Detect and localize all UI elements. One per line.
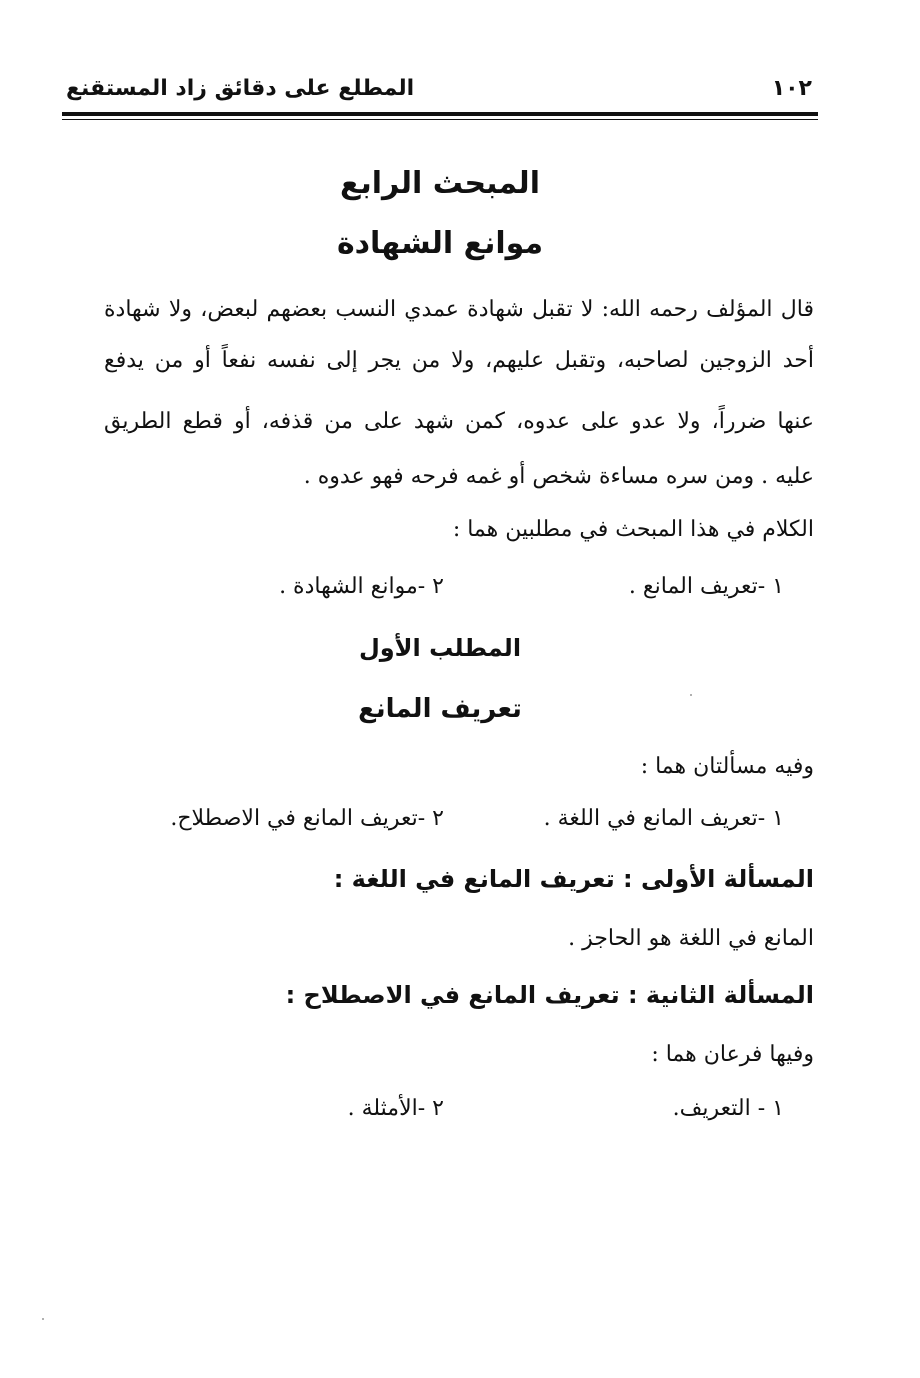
- chapter-heading: المبحث الرابع: [340, 166, 540, 201]
- header-rule-thin: [62, 119, 818, 120]
- page-number: ١٠٢: [771, 76, 812, 101]
- list-item: ٢ -تعريف المانع في الاصطلاح.: [170, 806, 444, 831]
- paragraph-line-2: أحد الزوجين لصاحبه، وتقبل عليهم، ولا من يجر إلى نفسه نفعاً أو من يدفع: [104, 348, 814, 373]
- list-item: ٢ -موانع الشهادة .: [279, 574, 444, 599]
- issue-1-heading: المسألة الأولى : تعريف المانع في اللغة :: [333, 865, 814, 893]
- paragraph-line-4: عليه . ومن سره مساءة شخص أو غمه فرحه فهو عدوه .: [303, 464, 814, 489]
- paragraph-line-1: قال المؤلف رحمه الله: لا تقبل شهادة عمدي النسب بعضهم لبعض، ولا شهادة: [104, 297, 814, 322]
- intro-line-2: وفيه مسألتان هما :: [640, 754, 814, 779]
- list-item: ١ -تعريف المانع في اللغة .: [543, 806, 784, 831]
- list-item: ١ -تعريف المانع .: [628, 574, 784, 599]
- page-header: [62, 76, 818, 110]
- paragraph-line-3: عنها ضرراً، ولا عدو على عدوه، كمن شهد على من قذفه، أو قطع الطريق: [104, 409, 814, 434]
- issue-1-text: المانع في اللغة هو الحاجز .: [568, 926, 814, 951]
- list-item: ١ - التعريف.: [672, 1096, 784, 1121]
- list-row-2: [104, 804, 814, 836]
- topic-heading: تعريف المانع: [358, 694, 522, 724]
- intro-line-1: الكلام في هذا المبحث في مطلبين هما :: [452, 517, 814, 542]
- issue-2-heading: المسألة الثانية : تعريف المانع في الاصطلاح :: [285, 981, 814, 1009]
- book-title: المطلع على دقائق زاد المستقنع: [66, 76, 415, 101]
- intro-line-3: وفيها فرعان هما :: [651, 1042, 814, 1067]
- list-item: ٢ -الأمثلة .: [347, 1096, 444, 1121]
- scan-speck: [42, 1318, 44, 1320]
- scan-speck: [690, 694, 692, 696]
- subject-heading: موانع الشهادة: [336, 226, 544, 261]
- list-row-3: [104, 1094, 814, 1126]
- section-heading: المطلب الأول: [358, 634, 522, 662]
- list-row-1: [104, 572, 814, 604]
- header-rule-thick: [62, 112, 818, 116]
